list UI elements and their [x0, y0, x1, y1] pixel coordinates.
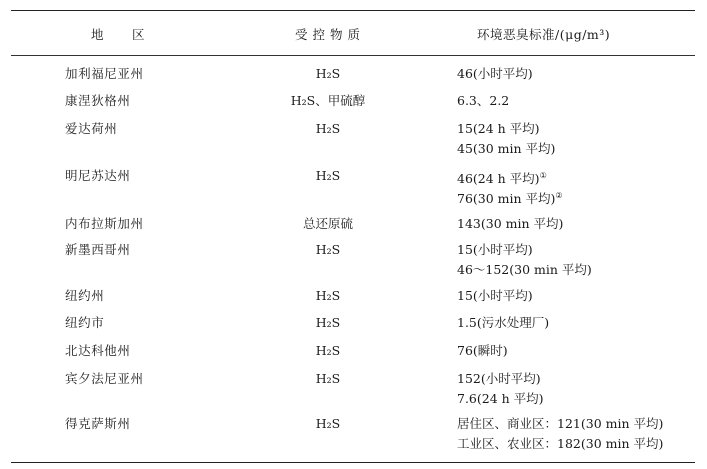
standard-cell: [457, 286, 533, 306]
standard-cell: [457, 166, 563, 206]
standard-line: 45(30 min 平均): [457, 141, 556, 156]
region-cell: 纽约市: [65, 315, 105, 330]
standard-cell: [457, 240, 592, 280]
standard-line: 15(小时平均): [457, 288, 533, 303]
standard-cell: [457, 91, 509, 111]
substance-cell: H₂S: [315, 416, 341, 431]
standard-line: 143(30 min 平均): [457, 216, 564, 231]
standard-cell: [457, 214, 563, 234]
header-region: [91, 25, 145, 43]
standard-line: 15(24 h 平均): [457, 121, 540, 136]
substance-cell: H₂S: [315, 66, 341, 81]
standard-cell: [457, 341, 508, 361]
header-region-char-2: 区: [132, 27, 146, 42]
region-cell: 爱达荷州: [65, 121, 118, 136]
standard-line: 46(小时平均): [457, 66, 533, 81]
substance-cell: H₂S: [315, 343, 341, 358]
standard-line-with-note: [457, 186, 563, 206]
header-standard: 环境恶臭标准/(μg/m³): [477, 27, 611, 42]
standard-cell: [457, 119, 555, 159]
region-cell: 宾夕法尼亚州: [65, 371, 144, 386]
region-cell: 明尼苏达州: [65, 168, 131, 183]
standard-cell: [457, 313, 549, 333]
standard-line: 46～152(30 min 平均): [457, 262, 592, 277]
standard-line: 居住区、商业区：121(30 min 平均): [457, 416, 664, 431]
region-cell: 康涅狄格州: [65, 93, 131, 108]
header-substance: 受控物质: [295, 27, 366, 42]
region-cell: 纽约州: [65, 288, 105, 303]
header-region-char-1: 地: [91, 27, 105, 42]
standard-line: 46(24 h 平均): [457, 171, 540, 186]
standard-line: 工业区、农业区：182(30 min 平均): [457, 436, 664, 451]
standard-line: 6.3、2.2: [457, 93, 510, 108]
substance-cell: H₂S: [315, 371, 341, 386]
table-top-rule: [11, 10, 695, 11]
substance-cell: H₂S: [315, 288, 341, 303]
standard-line: 76(瞬时): [457, 343, 508, 358]
region-cell: 加利福尼亚州: [65, 66, 144, 81]
standard-line: 76(30 min 平均): [457, 191, 556, 206]
standard-line: 152(小时平均): [457, 371, 541, 386]
table-bottom-rule: [11, 462, 695, 463]
standard-line: 7.6(24 h 平均): [457, 391, 544, 406]
region-cell: 得克萨斯州: [65, 416, 131, 431]
region-cell: 内布拉斯加州: [65, 216, 144, 231]
standard-cell: [457, 64, 533, 84]
substance-cell: H₂S: [315, 315, 341, 330]
region-cell: 新墨西哥州: [65, 242, 131, 257]
standard-line-with-note: [457, 166, 563, 186]
standard-cell: [457, 369, 544, 409]
substance-cell: H₂S: [315, 242, 341, 257]
substance-cell: H₂S、甲硫醇: [290, 93, 366, 108]
standard-cell: [457, 414, 663, 454]
standard-line: 1.5(污水处理厂): [457, 315, 550, 330]
standard-line: 15(小时平均): [457, 242, 533, 257]
substance-cell: H₂S: [315, 121, 341, 136]
substance-cell: H₂S: [315, 168, 341, 183]
table-header-rule: [11, 55, 695, 56]
footnote-marker: ①: [539, 171, 547, 180]
substance-cell: 总还原硫: [302, 216, 353, 231]
region-cell: 北达科他州: [65, 343, 131, 358]
footnote-marker: ②: [555, 191, 563, 200]
